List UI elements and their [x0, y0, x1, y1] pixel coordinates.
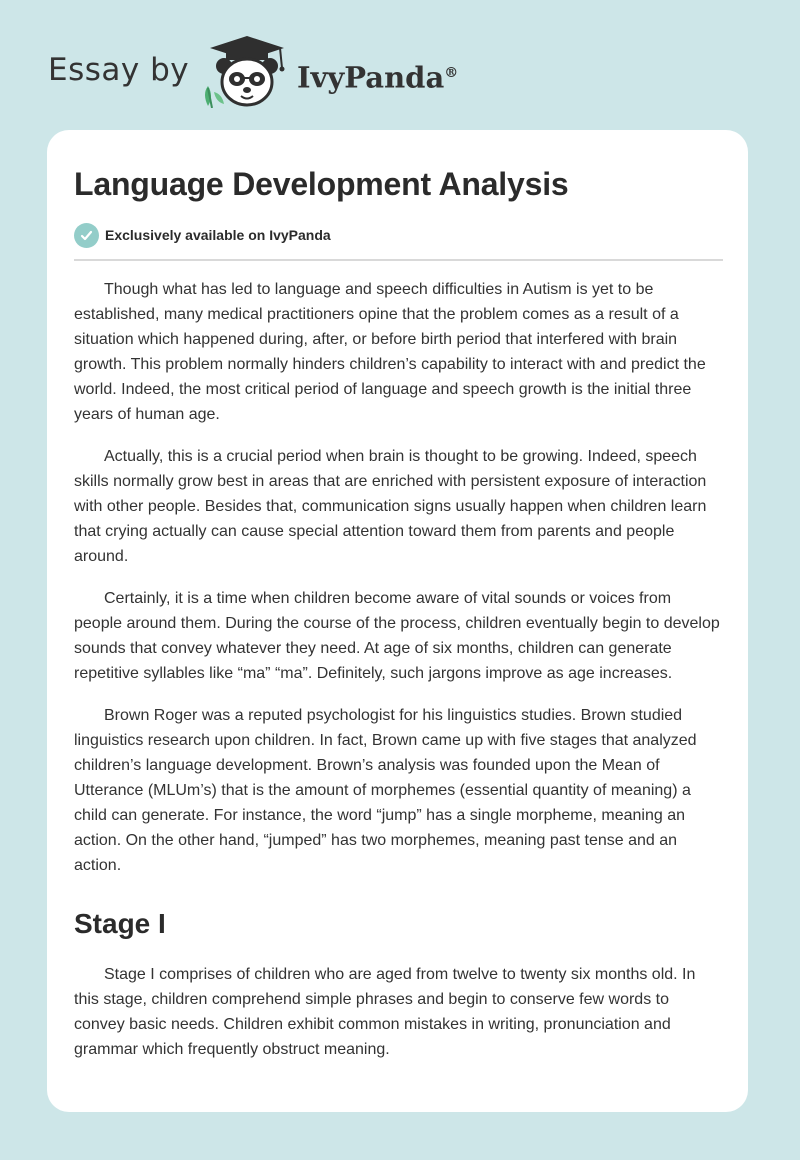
article-body	[74, 277, 723, 1062]
site-header	[0, 0, 800, 130]
brand-name[interactable]	[297, 53, 458, 98]
divider	[74, 259, 723, 261]
brand-name-text: IvyPanda	[297, 60, 445, 95]
section-heading: Stage I	[74, 908, 166, 939]
registered-mark: ®	[444, 65, 459, 81]
article-title: Language Development Analysis	[74, 166, 569, 202]
exclusive-label: Exclusively available on IvyPanda	[105, 227, 331, 243]
paragraph: Though what has led to language and speech difficulties in Autism is yet to be established, many medical practitioners opine that the problem comes as a result of a situation which happened during, after, or before birth period that interfered with brain growth. This problem normally hinders children’s capability to interact with and predict the world. Indeed, the most critical period of language and speech growth is the initial three years of human age.	[74, 281, 706, 423]
paragraph: Stage I comprises of children who are aged from twelve to twenty six months old. In this stage, children comprehend simple phrases and begin to conserve few words to convey basic needs. Children exhibit common mistakes in writing, pronunciation and grammar which frequently obstruct meaning.	[74, 966, 696, 1058]
exclusive-notice	[74, 222, 721, 248]
check-circle-icon	[74, 223, 99, 248]
paragraph: Certainly, it is a time when children become aware of vital sounds or voices from people around them. During the course of the process, children eventually begin to develop sounds that convey whatever they need. At age of six months, children can generate repetitive syllables like “ma” “ma”. Definitely, such jargons improve as age increases.	[74, 590, 720, 682]
article-card	[47, 130, 748, 1112]
brand-prefix: Essay by	[48, 52, 190, 88]
panda-graduate-icon[interactable]	[200, 34, 292, 108]
paragraph: Brown Roger was a reputed psychologist for his linguistics studies. Brown studied linguistics research upon children. In fact, Brown came up with five stages that analyzed children’s language development. Brown’s analysis was founded upon the Mean of Utterance (MLUm’s) that is the amount of morphemes (essential quantity of meaning) a child can generate. For instance, the word “jump” has a single morpheme, meaning an action. On the other hand, “jumped” has two morphemes, meaning past tense and an action.	[74, 707, 697, 874]
paragraph: Actually, this is a crucial period when brain is thought to be growing. Indeed, speech skills normally grow best in areas that are enriched with persistent exposure of interaction with other people. Besides that, communication signs usually happen when children learn that crying actually can cause special attention toward them from parents and people around.	[74, 448, 707, 565]
